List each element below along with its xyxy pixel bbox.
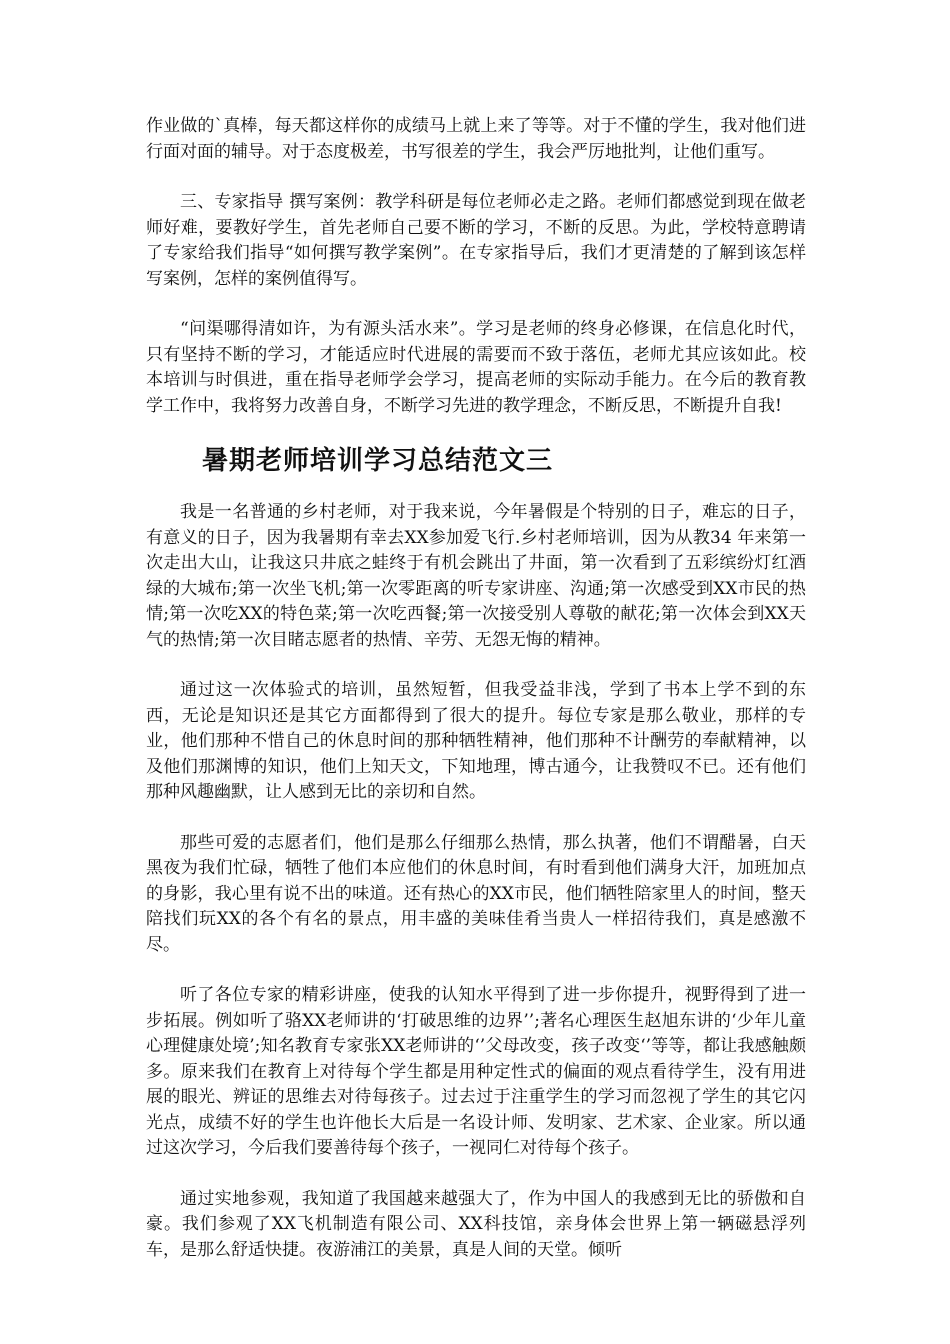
paragraph: 听了各位专家的精彩讲座，使我的认知水平得到了进一步你提升，视野得到了进一步拓展。例如听了骆XX老师讲的‘打破思维的边界’’;著名心理医生赵旭东讲的‘少年儿童心理健康处境’;知名教育专家张XX老师讲的‘’父母改变，孩子改变‘’等等，都让我感触颇多。原来我们在教育上对待每个学生都是用种定性式的偏面的观点看待学生，没有用进展的眼光、辨证的思维去对待每孩子。过去过于注重学生的学习而忽视了学生的其它闪光点，成绩不好的学生也许他长大后是一名设计师、发明家、艺术家、企业家。所以通过这次学习，今后我们要善待每个孩子，一视同仁对待每个孩子。 <box>146 985 806 1158</box>
paragraph: 通过这一次体验式的培训，虽然短暂，但我受益非浅，学到了书本上学不到的东西，无论是知识还是其它方面都得到了很大的提升。每位专家是那么敬业，那样的专业，他们那种不惜自己的休息时间的那种牺牲精神，他们那种不计酬劳的奉献精神，以及他们那渊博的知识，他们上知天文，下知地理，博古通今，让我赞叹不已。还有他们那种风趣幽默，让人感到无比的亲切和自然。 <box>146 680 806 802</box>
paragraph: 那些可爱的志愿者们，他们是那么仔细那么热情，那么执著，他们不谓醋暑，白天黑夜为我们忙碌，牺牲了他们本应他们的休息时间，有时看到他们满身大汗，加班加点的身影，我心里有说不出的味道。还有热心的XX市民，他们牺牲陪家里人的时间，整天陪找们玩XX的各个有名的景点，用丰盛的美味佳肴当贵人一样招待我们，真是感激不尽。 <box>146 832 806 955</box>
section-heading: 暑期老师培训学习总结范文三 <box>202 446 554 476</box>
paragraph: 通过实地参观，我知道了我国越来越强大了，作为中国人的我感到无比的骄傲和自豪。我们参观了XX飞机制造有限公司、XX科技馆，亲身体会世界上第一辆磁悬浮列车，是那么舒适快捷。夜游浦江的美景，真是人间的天堂。倾听 <box>146 1188 806 1260</box>
paragraph: “问渠哪得清如许，为有源头活水来”。学习是老师的终身必修课，在信息化时代，只有坚持不断的学习，才能适应时代进展的需要而不致于落伍，老师尤其应该如此。校本培训与时俱进，重在指导老师学会学习，提高老师的实际动手能力。在今后的教育教学工作中，我将努力改善自身，不断学习先进的教学理念，不断反思，不断提升自我! <box>146 319 806 416</box>
paragraph: 我是一名普通的乡村老师，对于我来说，今年暑假是个特别的日子，难忘的日子，有意义的日子，因为我暑期有幸去XX参加爱飞行.乡村老师培训，因为从教34 年来第一次走出大山，让我这只井底之蛙终于有机会跳出了井面，第一次看到了五彩缤纷灯红酒绿的大城布;第一次坐飞机;第一次零距离的听专家讲座、沟通;第一次感受到XX市民的热情;第一次吃XX的特色菜;第一次吃西餐;第一次接受别人尊敬的献花;第一次体会到XX天气的热情;第一次目睹志愿者的热情、辛劳、无怨无悔的精神。 <box>146 502 806 650</box>
paragraph: 三、专家指导 撰写案例：教学科研是每位老师必走之路。老师们都感觉到现在做老师好难，要教好学生，首先老师自己要不断的学习，不断的反思。为此，学校特意聘请了专家给我们指导“如何撰写教学案例”。在专家指导后，我们才更清楚的了解到该怎样写案例，怎样的案例值得写。 <box>146 192 806 289</box>
document-page <box>146 114 806 1288</box>
paragraph: 作业做的`真棒，每天都这样你的成绩马上就上来了等等。对于不懂的学生，我对他们进行面对面的辅导。对于态度极差，书写很差的学生，我会严厉地批判，让他们重写。 <box>146 116 806 162</box>
